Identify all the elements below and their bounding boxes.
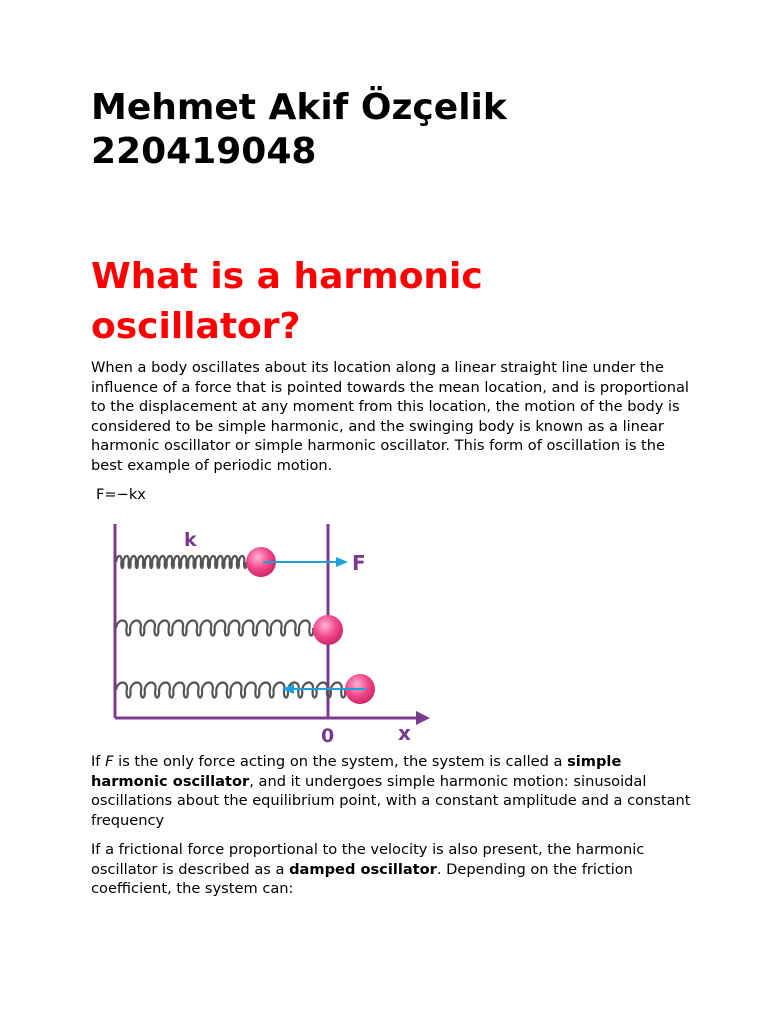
p2-bold-term: simple harmonic oscillator [91,753,622,790]
p3-bold-term: damped oscillator [289,860,437,878]
mass-ball-2 [313,615,343,645]
author-name: Mehmet Akif Özçelik [91,87,507,128]
p3-text-2: . Depending on the friction coefficient, the system can: [91,860,633,898]
simple-oscillator-paragraph [91,752,691,830]
force-formula: F=−kx [96,486,146,503]
p2-text-2: is the only force acting on the system, the system is called a [113,753,568,770]
label-F: F [352,551,366,575]
label-zero: 0 [321,725,335,747]
x-axis-arrowhead [416,711,430,725]
label-k: k [184,529,197,551]
author-block [91,86,507,174]
intro-paragraph: When a body oscillates about its location along a linear straight line under the influence of a force that is pointed towards the mean location, and is proportional to the displacement at any moment from this location, the motion of the body is considered to be simple harmonic, and the swinging body is known as a linear harmonic oscillator or simple harmonic oscillator. This form of oscillation is the best example of periodic motion. [91,359,689,474]
spring-equilibrium [116,621,313,636]
section-heading: What is a harmonic oscillator? [91,256,483,347]
p2-italic-F: F [105,753,114,770]
p2-text-1: If [91,753,106,770]
p3-text-1: If a frictional force proportional to the velocity is also present, the harmonic oscillator is described as a [91,841,645,878]
force-arrow-right-head [336,557,348,567]
label-x: x [398,721,411,745]
spring-diagram [100,518,440,748]
student-id: 220419048 [91,131,317,172]
p2-text-3: , and it undergoes simple harmonic motion: sinusoidal oscillations about the equilibrium point, with a constant amplitude and a constant frequency [91,772,691,829]
spring-compressed [116,556,246,568]
damped-oscillator-paragraph [91,840,691,899]
